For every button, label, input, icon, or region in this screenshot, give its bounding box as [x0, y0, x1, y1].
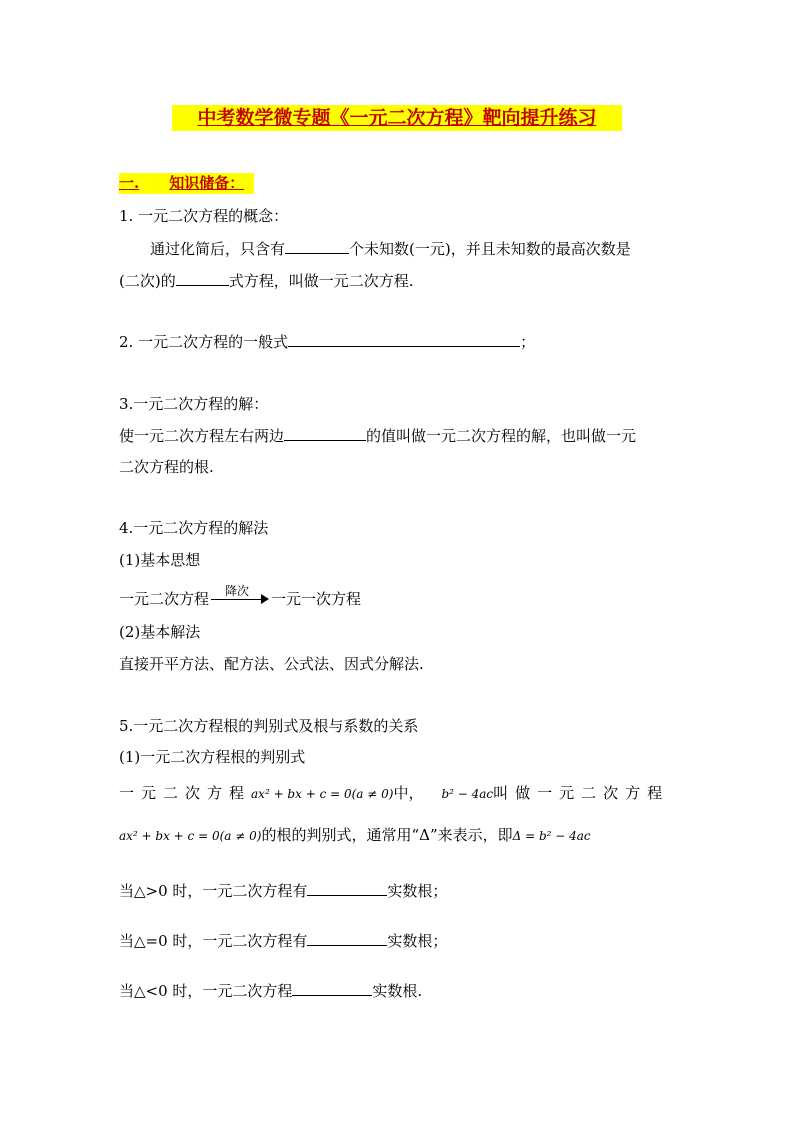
page-title: 中考数学微专题《一元二次方程》靶向提升练习: [172, 105, 622, 131]
item-3-line-1: [119, 425, 636, 446]
arrow-label: 降次: [225, 584, 250, 598]
fill-blank[interactable]: [176, 270, 229, 286]
flow-left: 一元二次方程: [119, 590, 210, 608]
fill-blank[interactable]: [284, 425, 366, 441]
item-4-flow: [119, 584, 362, 609]
text-fragment: 2. 一元二次方程的一般式: [119, 333, 289, 351]
item-4-heading: 4.一元二次方程的解法: [119, 519, 269, 537]
case-zero: [119, 930, 447, 951]
flow-right: 一元一次方程: [271, 590, 362, 608]
right-arrow-icon: [209, 584, 271, 609]
text-fragment: 叫做一元二次方程: [493, 784, 670, 802]
case-positive: [119, 880, 447, 901]
text-fragment: 一元二次方程: [119, 784, 252, 802]
text-fragment: 实数根.: [372, 982, 423, 1000]
item-5-line-2: [119, 825, 591, 846]
text-fragment: 中，: [393, 784, 424, 802]
item-4-sub-2: (2)基本解法: [119, 623, 201, 641]
fill-blank[interactable]: [307, 930, 387, 946]
item-4-sub-1: (1)基本思想: [119, 551, 201, 569]
equation: ax² + bx + c = 0(a ≠ 0): [251, 787, 394, 801]
text-fragment: 实数根；: [387, 932, 448, 950]
item-1-line-1: [150, 238, 631, 259]
case-negative: [119, 980, 422, 1001]
text-fragment: 当△>0 时，一元二次方程有: [119, 882, 308, 900]
text-fragment: 当△<0 时，一元二次方程: [119, 982, 293, 1000]
fill-blank[interactable]: [285, 238, 349, 254]
fill-blank[interactable]: [307, 880, 387, 896]
text-fragment: 的根的判别式，通常用“Δ”来表示，即: [261, 826, 513, 844]
item-5-line-1: [119, 783, 669, 804]
text-fragment: 个未知数(一元)，并且未知数的最高次数是: [349, 240, 631, 258]
text-fragment: ；: [520, 333, 536, 351]
fill-blank[interactable]: [292, 980, 372, 996]
text-fragment: 当△=0 时，一元二次方程有: [119, 932, 308, 950]
item-4-methods: 直接开平方法、配方法、公式法、因式分解法.: [119, 655, 424, 673]
item-2-line: [119, 331, 535, 352]
section-label: 知识储备：: [169, 174, 245, 192]
item-1-line-2: [119, 270, 414, 291]
text-fragment: 式方程，叫做一元二次方程.: [228, 272, 414, 290]
item-3-heading: 3.一元二次方程的解：: [119, 395, 269, 413]
item-5-heading: 5.一元二次方程根的判别式及根与系数的关系: [119, 717, 419, 735]
fill-blank[interactable]: [288, 331, 520, 347]
text-fragment: 通过化简后，只含有: [150, 240, 286, 258]
discriminant-formula: b² − 4ac: [441, 787, 494, 801]
text-fragment: 实数根；: [387, 882, 448, 900]
text-fragment: 使一元二次方程左右两边: [119, 427, 285, 445]
section-heading-knowledge: [119, 173, 254, 194]
section-number: 一.: [119, 174, 140, 192]
text-fragment: (二次)的: [119, 272, 176, 290]
discriminant-definition: Δ = b² − 4ac: [512, 829, 591, 843]
item-5-sub-1: (1)一元二次方程根的判别式: [119, 748, 306, 766]
equation: ax² + bx + c = 0(a ≠ 0): [119, 829, 262, 843]
text-fragment: 的值叫做一元二次方程的解，也叫做一元: [366, 427, 637, 445]
item-3-line-2: 二次方程的根.: [119, 458, 214, 476]
item-1-heading: 1. 一元二次方程的概念：: [119, 207, 289, 225]
